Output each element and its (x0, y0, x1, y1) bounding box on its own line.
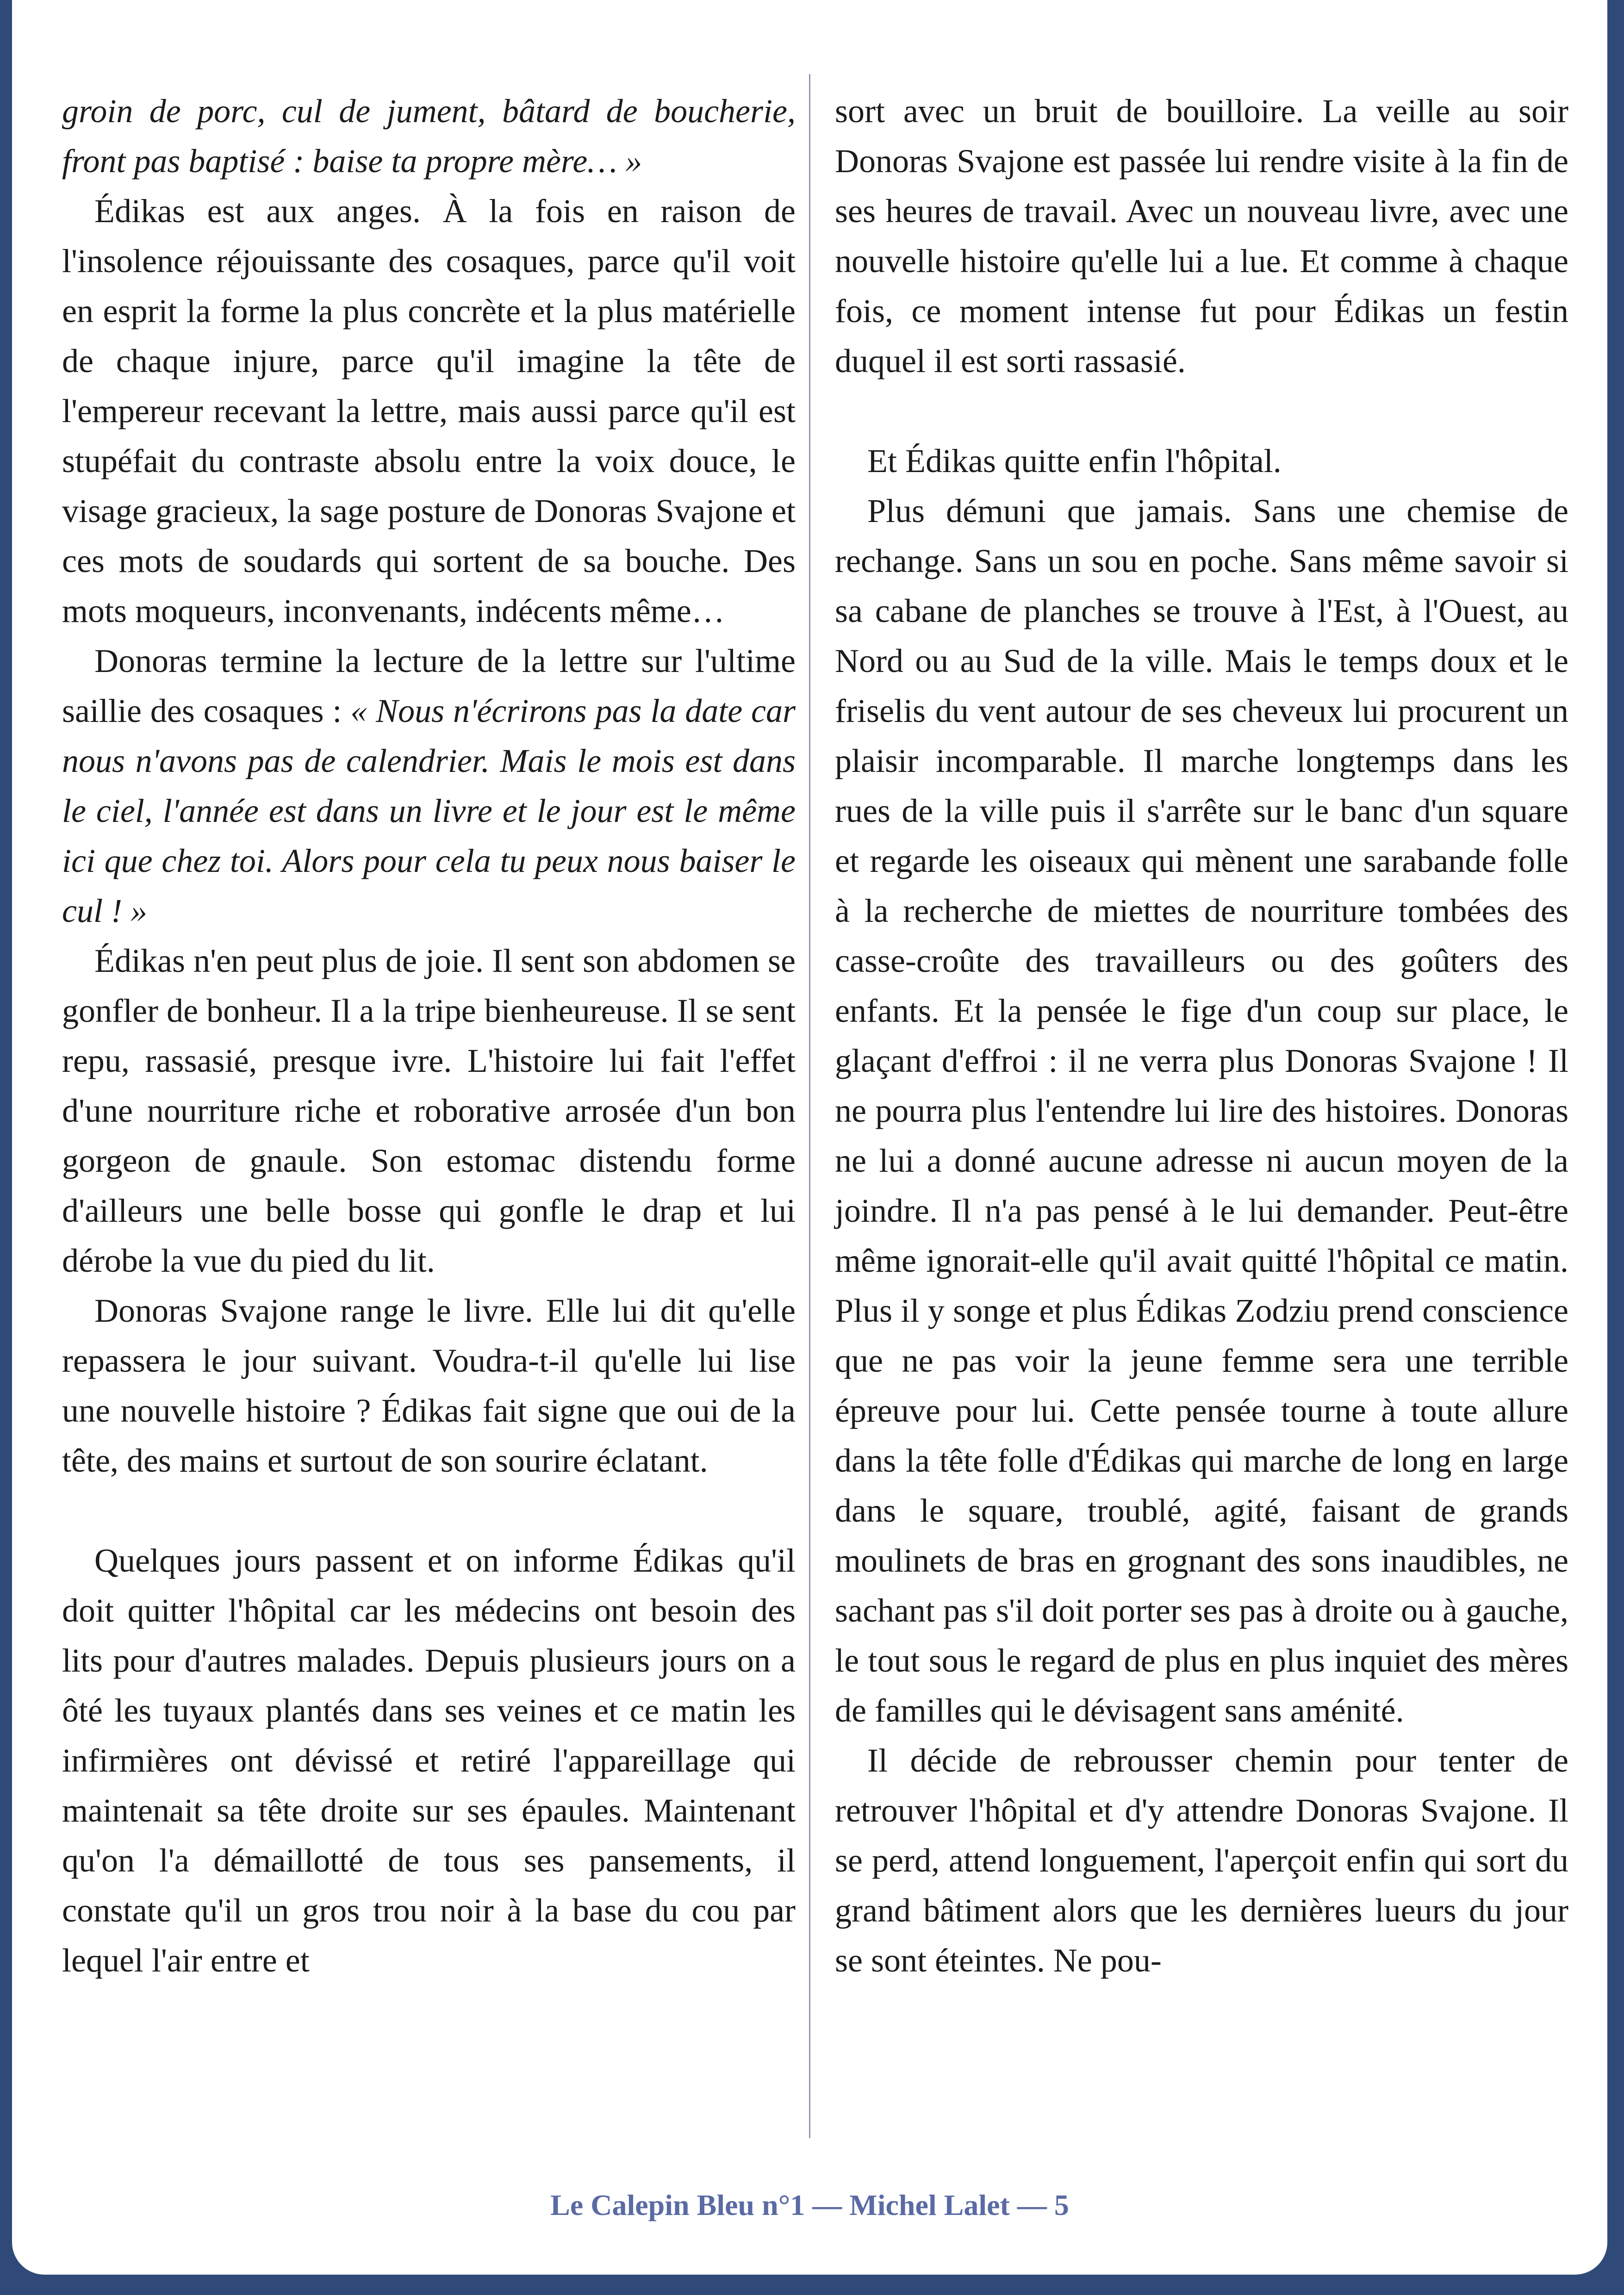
page-footer: Le Calepin Bleu n°1 — Michel Lalet — 5 (550, 2189, 1069, 2221)
paragraph: Édikas est aux anges. À la fois en raison de l'insolence réjouissante des cosaques, parce qu'il voit en esprit la forme la plus concrète et la plus matérielle de chaque injure, parce qu'il imagine la tête de l'empereur recevant la lettre, mais aussi parce qu'il est stupéfait du contraste absolu entre la voix douce, le visage gracieux, la sage posture de Donoras Svajone et ces mots de soudards qui sortent de sa bouche. Des mots moqueurs, inconvenants, indécents même… (62, 193, 796, 629)
left-column (62, 86, 796, 1985)
paragraph: Il décide de rebrousser chemin pour tenter de retrouver l'hôpital et d'y attendre Donoras Svajone. Il se perd, attend longuement, l'aperçoit enfin qui sort du grand bâtiment alors que les dernières lueurs du jour se sont éteintes. Ne pou- (835, 1742, 1568, 1979)
paragraph: Quelques jours passent et on informe Édikas qu'il doit quitter l'hôpital car les médecins ont besoin des lits pour d'autres malades. Depuis plusieurs jours on a ôté les tuyaux plantés dans ses veines et ce matin les infirmières ont dévissé et retiré l'appareillage qui maintenait sa tête droite sur ses épaules. Maintenant qu'on l'a démaillotté de tous ses pansements, il constate qu'il un gros trou noir à la base du cou par lequel l'air entre et (62, 1542, 796, 1979)
paragraph-gap (835, 386, 1568, 436)
column-divider (809, 74, 810, 2138)
paragraph: Édikas n'en peut plus de joie. Il sent son abdomen se gonfler de bonheur. Il a la tripe bienheureuse. Il se sent repu, rassasié, presque ivre. L'histoire lui fait l'effet d'une nourriture riche et roborative arrosée d'un bon gorgeon de gnaule. Son estomac distendu forme d'ailleurs une belle bosse qui gonfle le drap et lui dérobe la vue du pied du lit. (62, 942, 796, 1279)
right-column (835, 86, 1568, 1985)
paragraph (62, 86, 796, 186)
paragraph-gap (62, 1486, 796, 1536)
paragraph (62, 636, 796, 936)
paragraph: sort avec un bruit de bouilloire. La veille au soir Donoras Svajone est passée lui rendre visite à la fin de ses heures de travail. Avec un nouveau livre, avec une nouvelle histoire qu'elle lui a lue. Et comme à chaque fois, ce moment intense fut pour Édikas un festin duquel il est sorti rassasié. (835, 93, 1568, 379)
italic-quote: « Nous n'écrirons pas la date car nous n'avons pas de calendrier. Mais le mois est dans le ciel, l'année est dans un livre et le jour est le même ici que chez toi. Alors pour cela tu peux nous baiser le cul ! » (62, 692, 796, 929)
paragraph-text: Donoras termine la lecture de la lettre sur l'ultime saillie des cosaques : (62, 642, 796, 729)
paragraph: Et Édikas quitte enfin l'hôpital. (867, 442, 1282, 479)
paragraph: Plus démuni que jamais. Sans une chemise de rechange. Sans un sou en poche. Sans même savoir si sa cabane de planches se trouve à l'Est, à l'Ouest, au Nord ou au Sud de la ville. Mais le temps doux et le friselis du vent autour de ses cheveux lui procurent un plaisir incomparable. Il marche longtemps dans les rues de la ville puis il s'arrête sur le banc d'un square et regarde les oiseaux qui mènent une sarabande folle à la recherche de miettes de nourriture tombées des casse-croûte des travailleurs ou des goûters des enfants. Et la pensée le fige d'un coup sur place, le glaçant d'effroi : il ne verra plus Donoras Svajone ! Il ne pourra plus l'entendre lui lire des histoires. Donoras ne lui a donné aucune adresse ni aucun moyen de la joindre. Il n'a pas pensé à le lui demander. Peut-être même ignorait-elle qu'il avait quitté l'hôpital ce matin. Plus il y songe et plus Édikas Zodziu prend conscience que ne pas voir la jeune femme sera une terrible épreuve pour lui. Cette pensée tourne à toute allure dans la tête folle d'Édikas qui marche de long en large dans le square, troublé, agité, faisant de grands moulinets de bras en grognant des sons inaudibles, ne sachant pas s'il doit porter ses pas à droite ou à gauche, le tout sous le regard de plus en plus inquiet des mères de familles qui le dévisagent sans aménité. (835, 492, 1568, 1729)
paragraph: Donoras Svajone range le livre. Elle lui dit qu'elle repassera le jour suivant. Voudra-t-il qu'elle lui lise une nouvelle histoire ? Édikas fait signe que oui de la tête, des mains et surtout de son sourire éclatant. (62, 1292, 796, 1479)
italic-text: groin de porc, cul de jument, bâtard de boucherie, front pas baptisé : baise ta propre mère… » (62, 93, 796, 180)
page (12, 0, 1607, 2275)
